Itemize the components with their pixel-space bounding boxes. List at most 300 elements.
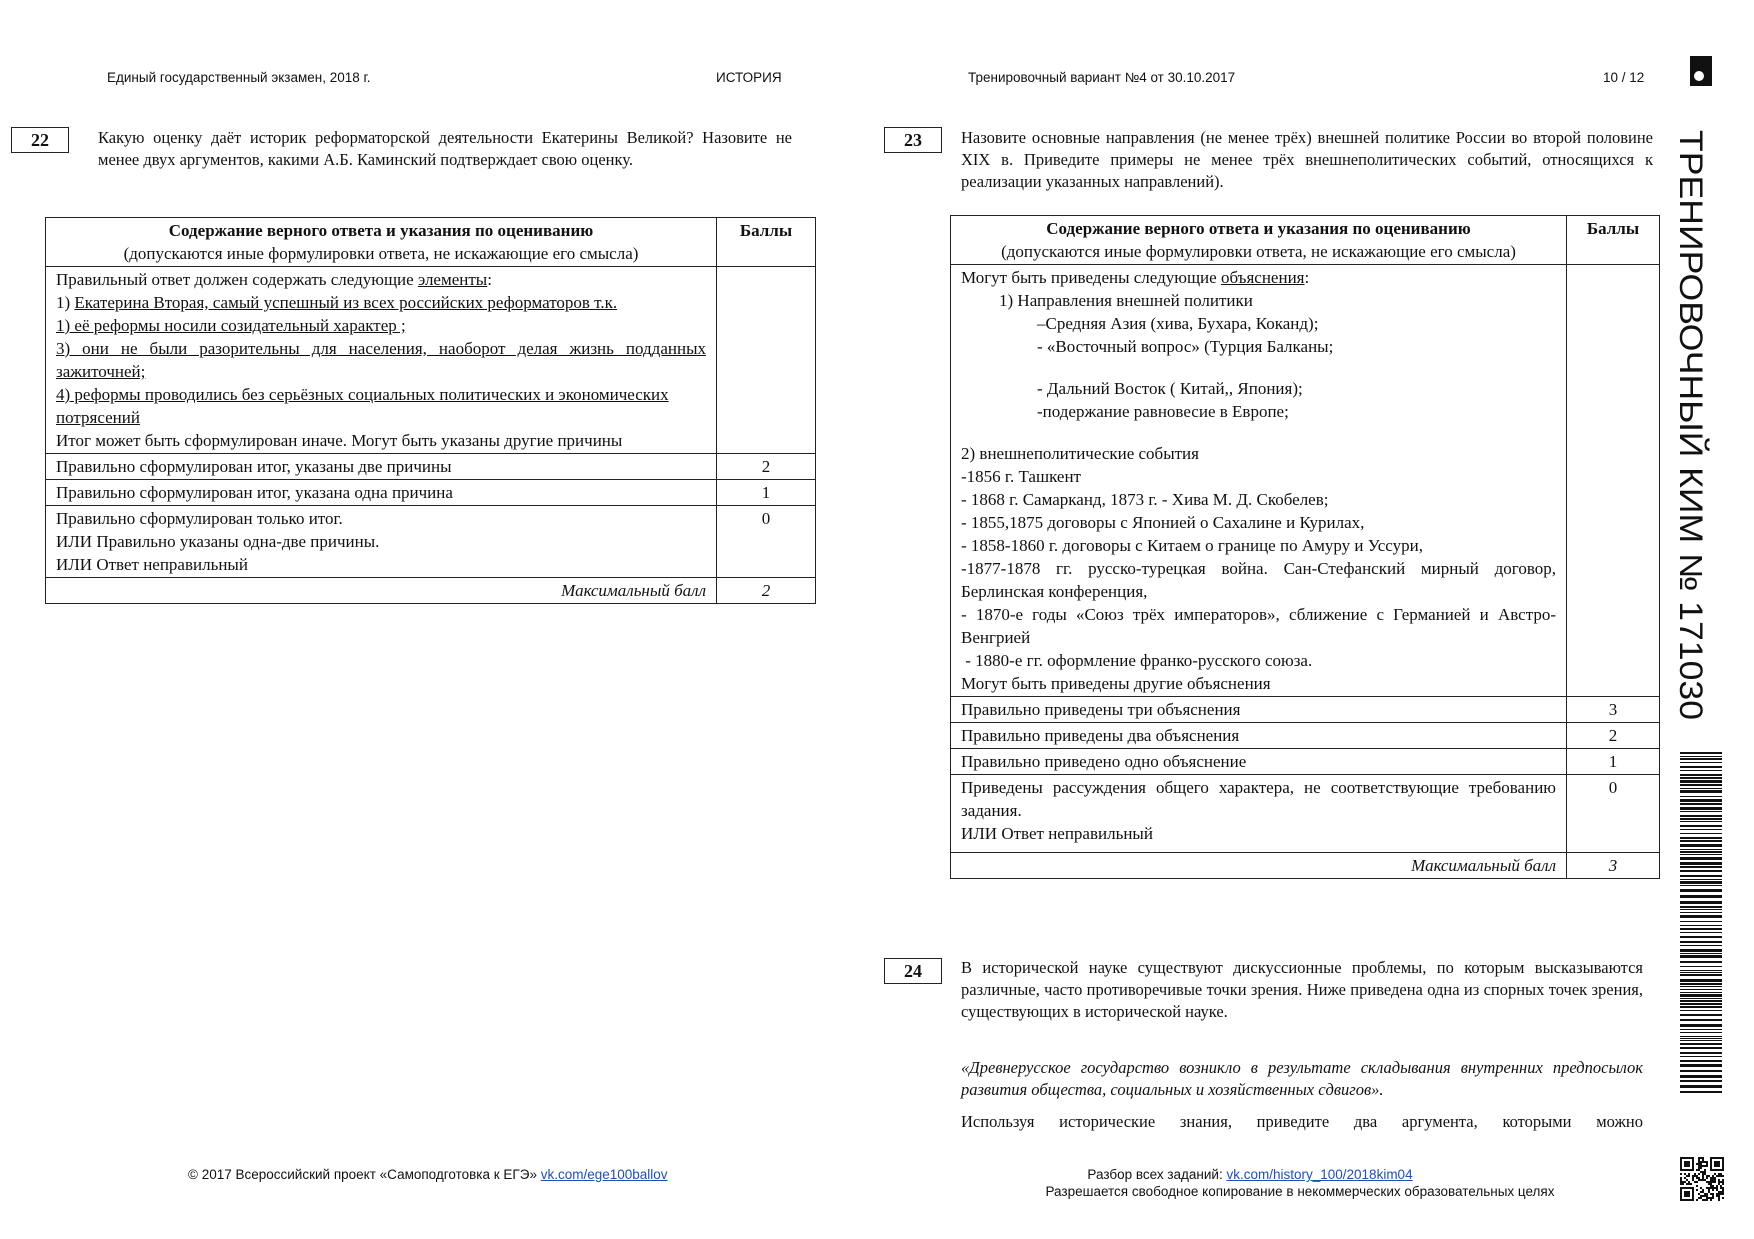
barcode-bar [1680, 1047, 1722, 1049]
qr-module [1706, 1195, 1708, 1197]
side-kim-label [1672, 130, 1712, 730]
qr-module [1722, 1197, 1724, 1199]
qr-module [1680, 1177, 1682, 1179]
qr-module [1718, 1181, 1720, 1183]
header-variant: Тренировочный вариант №4 от 30.10.2017 [968, 70, 1236, 85]
barcode-bar [1680, 851, 1722, 853]
qr-module [1704, 1173, 1706, 1175]
barcode-bar [1680, 932, 1722, 933]
barcode-bar [1680, 815, 1722, 817]
q22-crit0-line1: Правильно сформулирован только итог. [56, 509, 343, 528]
qr-module [1698, 1173, 1700, 1175]
qr-module [1700, 1165, 1702, 1167]
barcode-bar [1680, 1040, 1722, 1041]
qr-module [1680, 1173, 1682, 1175]
barcode-bar [1680, 818, 1722, 820]
barcode-bar [1680, 953, 1722, 954]
q22-criterion-row: Правильно сформулирован итог, указана одна причина 1 [46, 480, 816, 506]
q22-answer-4: 4) реформы проводились без серьёзных социальных политических и экономических потрясений [56, 385, 669, 427]
qr-module [1706, 1177, 1708, 1179]
qr-module [1700, 1167, 1702, 1169]
question-23-number: 23 [884, 127, 942, 153]
qr-module [1714, 1173, 1716, 1175]
qr-module [1718, 1179, 1720, 1181]
qr-module [1680, 1179, 1682, 1181]
qr-module [1700, 1187, 1702, 1189]
q23-event-item: - 1855,1875 договоры с Японией о Сахалине и Курилах, [961, 513, 1365, 532]
qr-module [1718, 1195, 1720, 1197]
qr-module [1710, 1187, 1712, 1189]
qr-module [1712, 1181, 1714, 1183]
footer-copyright: © 2017 Всероссийский проект «Самоподготовка к ЕГЭ» [188, 1167, 541, 1182]
barcode-bar [1680, 870, 1722, 872]
qr-module [1704, 1171, 1706, 1173]
q23-header-content [951, 216, 1567, 265]
qr-module [1698, 1161, 1700, 1163]
qr-module [1710, 1177, 1712, 1179]
question-23-text: Назовите основные направления (не менее трёх) внешней политике России во второй половине XIX в. Приведите примеры не менее трёх внешнеполитических событий, относящихся к реализации указанных направлений). [961, 128, 1653, 191]
barcode-bar [1680, 844, 1722, 847]
question-24-number: 24 [884, 958, 942, 984]
qr-module [1718, 1191, 1720, 1193]
qr-module [1690, 1183, 1692, 1185]
qr-module [1710, 1183, 1712, 1185]
qr-module [1702, 1173, 1704, 1175]
qr-module [1722, 1179, 1724, 1181]
qr-module [1688, 1175, 1690, 1177]
q23-crit0-line1: Приведены рассуждения общего характера, не соответствующие требованию задания. [961, 778, 1556, 820]
q23-max-score-row: Максимальный балл 3 [951, 853, 1660, 879]
qr-module [1720, 1181, 1722, 1183]
qr-module [1714, 1177, 1716, 1179]
qr-module [1706, 1161, 1708, 1163]
barcode-bar [1680, 906, 1722, 908]
qr-module [1702, 1175, 1704, 1177]
barcode-bar [1680, 780, 1722, 783]
qr-module [1714, 1187, 1716, 1189]
footer-copy-note: Разрешается свободное копирование в некоммерческих образовательных целях [1045, 1184, 1555, 1199]
barcode-bar [1680, 833, 1722, 834]
barcode-bar [1680, 1085, 1722, 1088]
qr-module [1706, 1175, 1708, 1177]
qr-module [1696, 1169, 1698, 1171]
qr-module [1694, 1175, 1696, 1177]
barcode-bar [1680, 879, 1722, 880]
qr-module [1722, 1191, 1724, 1193]
qr-module [1698, 1163, 1700, 1165]
qr-module [1712, 1197, 1714, 1199]
qr-module [1708, 1189, 1710, 1191]
qr-module [1706, 1193, 1708, 1195]
qr-module [1714, 1181, 1716, 1183]
q23-event-item: - 1868 г. Самарканд, 1873 г. - Хива М. Д. Скобелев; [961, 490, 1329, 509]
barcode-bar [1680, 752, 1722, 754]
qr-module [1696, 1199, 1698, 1201]
q23-direction-item: - «Восточный вопрос» (Турция Балканы; [1037, 337, 1334, 356]
qr-module [1696, 1177, 1698, 1179]
barcode-bar [1680, 1006, 1722, 1008]
q22-criterion-row: Правильно сформулирован итог, указаны две причины 2 [46, 454, 816, 480]
barcode-bar [1680, 784, 1722, 786]
qr-module [1706, 1163, 1708, 1165]
qr-module [1710, 1199, 1712, 1201]
barcode-bar [1680, 928, 1722, 930]
q22-answer-intro: Правильный ответ должен содержать следующие элементы: [56, 270, 492, 289]
qr-module [1712, 1175, 1714, 1177]
qr-module [1716, 1195, 1718, 1197]
barcode-bar [1680, 821, 1722, 822]
q22-header-content [46, 218, 717, 267]
qr-finder [1684, 1191, 1690, 1197]
barcode-bar [1680, 974, 1722, 976]
qr-module [1700, 1191, 1702, 1193]
q22-header-points: Баллы [717, 218, 816, 267]
barcode-bar [1680, 1010, 1722, 1011]
barcode-bar [1680, 1014, 1722, 1016]
qr-module [1696, 1185, 1698, 1187]
qr-module [1688, 1181, 1690, 1183]
qr-module [1708, 1175, 1710, 1177]
qr-module [1698, 1165, 1700, 1167]
qr-module [1720, 1187, 1722, 1189]
qr-module [1710, 1185, 1712, 1187]
question-24-text: В исторической науке существуют дискуссионные проблемы, по которым высказываются различные, часто противоречивые точки зрения. Ниже приведена одна из спорных точек зрения, существующих в исторической науке. [961, 958, 1643, 1021]
qr-module [1708, 1191, 1710, 1193]
qr-module [1704, 1161, 1706, 1163]
barcode-bar [1680, 811, 1722, 812]
qr-module [1710, 1193, 1712, 1195]
qr-module [1686, 1183, 1688, 1185]
qr-module [1710, 1197, 1712, 1199]
qr-module [1722, 1181, 1724, 1183]
qr-module [1704, 1193, 1706, 1195]
barcode-bar [1680, 994, 1722, 997]
qr-module [1698, 1179, 1700, 1181]
qr-module [1688, 1173, 1690, 1175]
qr-module [1696, 1175, 1698, 1177]
barcode-bar [1680, 758, 1722, 760]
barcode-bar [1680, 840, 1722, 842]
question-22-number: 22 [11, 127, 69, 153]
qr-module [1720, 1173, 1722, 1175]
qr-module [1704, 1195, 1706, 1197]
qr-module [1702, 1161, 1704, 1163]
qr-module [1702, 1191, 1704, 1193]
barcode-bar [1680, 857, 1722, 860]
q23-event-item: - 1858-1860 г. договоры с Китаем о границе по Амуру и Уссури, [961, 536, 1423, 555]
qr-module [1720, 1193, 1722, 1195]
qr-module [1722, 1193, 1724, 1195]
q23-event-item: - 1880-е гг. оформление франко-русского союза. [961, 651, 1313, 670]
qr-module [1684, 1177, 1686, 1179]
qr-module [1706, 1197, 1708, 1199]
qr-module [1712, 1185, 1714, 1187]
q22-answer-note: Итог может быть сформулирован иначе. Могут быть указаны другие причины [56, 431, 623, 450]
question-24-tail: Используя исторические знания, приведите два аргумента, которыми можно [961, 1112, 1643, 1131]
q22-answer-1: 1) Екатерина Вторая, самый успешный из всех российских реформаторов т.к. [56, 293, 618, 312]
qr-module [1700, 1161, 1702, 1163]
qr-module [1712, 1195, 1714, 1197]
qr-module [1712, 1189, 1714, 1191]
qr-module [1720, 1191, 1722, 1193]
barcode-bar [1680, 807, 1722, 810]
barcode-bar [1680, 983, 1722, 985]
barcode-bar [1680, 803, 1722, 805]
barcode-bar [1680, 895, 1722, 898]
qr-module [1702, 1159, 1704, 1161]
barcode-bar [1680, 912, 1722, 913]
barcode-bar [1680, 829, 1722, 830]
q23-criterion-zero-row: Приведены рассуждения общего характера, не соответствующие требованию задания. ИЛИ Ответ неправильный 0 [951, 775, 1660, 853]
barcode-bar [1680, 998, 1722, 999]
barcode-bar [1680, 972, 1722, 973]
barcode-bar [1680, 986, 1722, 987]
header-exam-title: Единый государственный экзамен, 2018 г. [107, 70, 371, 85]
qr-module [1714, 1179, 1716, 1181]
qr-module [1696, 1181, 1698, 1183]
q22-max-score-row: Максимальный балл 2 [46, 578, 816, 604]
q23-direction-item: - Дальний Восток ( Китай,, Япония); [1037, 379, 1303, 398]
qr-module [1698, 1167, 1700, 1169]
qr-module [1698, 1157, 1700, 1159]
qr-module [1684, 1181, 1686, 1183]
qr-module [1704, 1169, 1706, 1171]
qr-module [1700, 1171, 1702, 1173]
q22-crit0-line3: ИЛИ Ответ неправильный [56, 555, 248, 574]
qr-module [1700, 1195, 1702, 1197]
barcode-bar [1680, 909, 1722, 910]
qr-module [1708, 1183, 1710, 1185]
qr-module [1708, 1181, 1710, 1183]
footer-right [1000, 1167, 1500, 1182]
qr-module [1702, 1195, 1704, 1197]
barcode-bar [1680, 1036, 1722, 1037]
barcode-bar [1680, 1052, 1722, 1054]
barcode-bar [1680, 941, 1722, 943]
barcode-bar [1680, 1075, 1722, 1078]
qr-module [1722, 1183, 1724, 1185]
q22-answer-row [46, 267, 816, 454]
qr-module [1716, 1185, 1718, 1187]
qr-module [1722, 1175, 1724, 1177]
q22-scoring-table [45, 217, 816, 604]
qr-module [1702, 1199, 1704, 1201]
q23-event-item: -1856 г. Ташкент [961, 467, 1081, 486]
q23-criterion-row: Правильно приведены два объяснения 2 [951, 723, 1660, 749]
qr-module [1700, 1157, 1702, 1159]
qr-module [1680, 1183, 1682, 1185]
barcode-bar [1680, 1024, 1722, 1027]
barcode-bar [1680, 849, 1722, 850]
qr-module [1680, 1181, 1682, 1183]
qr-module [1692, 1175, 1694, 1177]
qr-module [1702, 1171, 1704, 1173]
barcode-bar [1680, 901, 1722, 904]
qr-module [1700, 1179, 1702, 1181]
q23-direction-item: –Средняя Азия (хива, Бухара, Коканд); [1037, 314, 1319, 333]
q23-other-note: Могут быть приведены другие объяснения [961, 674, 1271, 693]
q23-crit0-line2: ИЛИ Ответ неправильный [961, 824, 1153, 843]
qr-code-icon [1680, 1157, 1724, 1201]
q23-header-subtitle: (допускаются иные формулировки ответа, не искажающие его смысла) [1001, 242, 1516, 261]
qr-module [1704, 1165, 1706, 1167]
barcode-bar [1680, 921, 1722, 922]
barcode-bar [1680, 875, 1722, 877]
qr-module [1700, 1163, 1702, 1165]
qr-module [1698, 1169, 1700, 1171]
qr-module [1692, 1177, 1694, 1179]
corner-marker-icon [1690, 56, 1712, 86]
qr-module [1716, 1175, 1718, 1177]
header-page-number: 10 / 12 [1603, 70, 1645, 85]
footer-vk-link[interactable]: vk.com/ege100ballov [540, 1167, 668, 1182]
qr-module [1720, 1175, 1722, 1177]
qr-module [1716, 1189, 1718, 1191]
barcode-bar [1680, 837, 1722, 839]
qr-module [1692, 1179, 1694, 1181]
barcode-bar [1680, 1029, 1722, 1030]
qr-module [1718, 1193, 1720, 1195]
qr-module [1694, 1181, 1696, 1183]
barcode-bar [1680, 915, 1722, 918]
qr-module [1702, 1179, 1704, 1181]
q23-header-points: Баллы [1567, 216, 1660, 265]
qr-module [1698, 1177, 1700, 1179]
barcode-bar [1680, 854, 1722, 855]
barcode-bar [1680, 1080, 1722, 1082]
qr-module [1716, 1193, 1718, 1195]
qr-module [1708, 1197, 1710, 1199]
q23-criterion-row: Правильно приведены три объяснения 3 [951, 697, 1660, 723]
header-subject: ИСТОРИЯ [716, 70, 782, 85]
q23-events-title: 2) внешнеполитические события [961, 444, 1199, 463]
barcode-icon [1680, 752, 1722, 1100]
qr-module [1720, 1185, 1722, 1187]
q23-criterion-row: Правильно приведено одно объяснение 1 [951, 749, 1660, 775]
footer-left [188, 1167, 668, 1182]
barcode-bar [1680, 777, 1722, 779]
barcode-bar [1680, 989, 1722, 990]
qr-module [1698, 1159, 1700, 1161]
qr-module [1708, 1187, 1710, 1189]
barcode-bar [1680, 1032, 1722, 1033]
footer-review-label: Разбор всех заданий: [1087, 1167, 1227, 1182]
barcode-bar [1680, 862, 1722, 865]
qr-module [1710, 1181, 1712, 1183]
qr-module [1696, 1189, 1698, 1191]
barcode-bar [1680, 885, 1722, 886]
qr-module [1712, 1177, 1714, 1179]
question-22-text: Какую оценку даёт историк реформаторской деятельности Екатерины Великой? Назовите не менее двух аргументов, какими А.Б. Каминский подтверждает свою оценку. [98, 128, 792, 169]
qr-module [1684, 1173, 1686, 1175]
barcode-bar [1680, 766, 1722, 768]
qr-module [1710, 1179, 1712, 1181]
barcode-bar [1680, 770, 1722, 771]
barcode-bar [1680, 866, 1722, 868]
qr-module [1718, 1183, 1720, 1185]
q22-criterion-zero-row: Правильно сформулирован только итог. ИЛИ Правильно указаны одна-две причины. ИЛИ Ответ неправильный 0 [46, 506, 816, 578]
q22-crit0-line2: ИЛИ Правильно указаны одна-две причины. [56, 532, 380, 551]
barcode-bar [1680, 1056, 1722, 1057]
qr-module [1702, 1177, 1704, 1179]
qr-module [1704, 1179, 1706, 1181]
qr-module [1712, 1193, 1714, 1195]
barcode-bar [1680, 1060, 1722, 1062]
q22-header-subtitle: (допускаются иные формулировки ответа, не искажающие его смысла) [123, 244, 639, 263]
barcode-bar [1680, 790, 1722, 793]
qr-module [1706, 1165, 1708, 1167]
qr-module [1712, 1179, 1714, 1181]
qr-finder [1684, 1161, 1690, 1167]
qr-module [1722, 1187, 1724, 1189]
qr-module [1696, 1163, 1698, 1165]
qr-module [1706, 1187, 1708, 1189]
barcode-bar [1680, 774, 1722, 776]
qr-module [1700, 1197, 1702, 1199]
barcode-bar [1680, 825, 1722, 827]
barcode-bar [1680, 992, 1722, 993]
barcode-bar [1680, 945, 1722, 946]
barcode-bar [1680, 955, 1722, 958]
q22-header-title: Содержание верного ответа и указания по оцениванию [168, 221, 594, 240]
q23-event-item: -1877-1878 гг. русско-турецкая война. Сан-Стефанский мирный договор, Берлинская конференция, [961, 559, 1556, 601]
qr-module [1698, 1193, 1700, 1195]
q23-direction-item: -подержание равновесие в Европе; [1037, 402, 1289, 421]
barcode-bar [1680, 756, 1722, 757]
qr-module [1686, 1179, 1688, 1181]
qr-module [1698, 1197, 1700, 1199]
barcode-bar [1680, 1064, 1722, 1067]
q22-answer-2: 1) её реформы носили созидательный характер ; [56, 316, 406, 335]
barcode-bar [1680, 970, 1722, 971]
qr-module [1688, 1183, 1690, 1185]
barcode-bar [1680, 1043, 1722, 1045]
barcode-bar [1680, 1091, 1722, 1093]
barcode-bar [1680, 881, 1722, 884]
qr-module [1702, 1165, 1704, 1167]
qr-module [1722, 1189, 1724, 1191]
qr-module [1694, 1173, 1696, 1175]
barcode-bar [1680, 936, 1722, 938]
qr-finder [1714, 1161, 1720, 1167]
barcode-bar [1680, 1019, 1722, 1021]
q23-header-title: Содержание верного ответа и указания по оцениванию [1046, 219, 1471, 238]
barcode-bar [1680, 762, 1722, 763]
qr-module [1716, 1187, 1718, 1189]
barcode-bar [1680, 979, 1722, 982]
qr-module [1706, 1181, 1708, 1183]
barcode-bar [1680, 1000, 1722, 1002]
barcode-bar [1680, 796, 1722, 797]
qr-module [1702, 1157, 1704, 1159]
qr-module [1712, 1187, 1714, 1189]
side-kim-text: ТРЕНИРОВОЧНЫЙ КИМ № 171030 [1673, 130, 1709, 661]
qr-module [1682, 1181, 1684, 1183]
qr-module [1682, 1183, 1684, 1185]
footer-review-link[interactable]: vk.com/history_100/2018kim04 [1226, 1167, 1413, 1182]
q22-answer-3: 3) они не были разорительны для населения, наоборот делая жизнь подданных зажиточней; [56, 339, 706, 381]
qr-module [1706, 1199, 1708, 1201]
qr-module [1686, 1175, 1688, 1177]
barcode-bar [1680, 788, 1722, 789]
barcode-bar [1680, 961, 1722, 963]
qr-module [1718, 1173, 1720, 1175]
q23-directions-title: 1) Направления внешней политики [999, 291, 1253, 310]
q23-answer-row [951, 265, 1660, 697]
qr-module [1718, 1197, 1720, 1199]
qr-module [1718, 1175, 1720, 1177]
barcode-bar [1680, 889, 1722, 892]
